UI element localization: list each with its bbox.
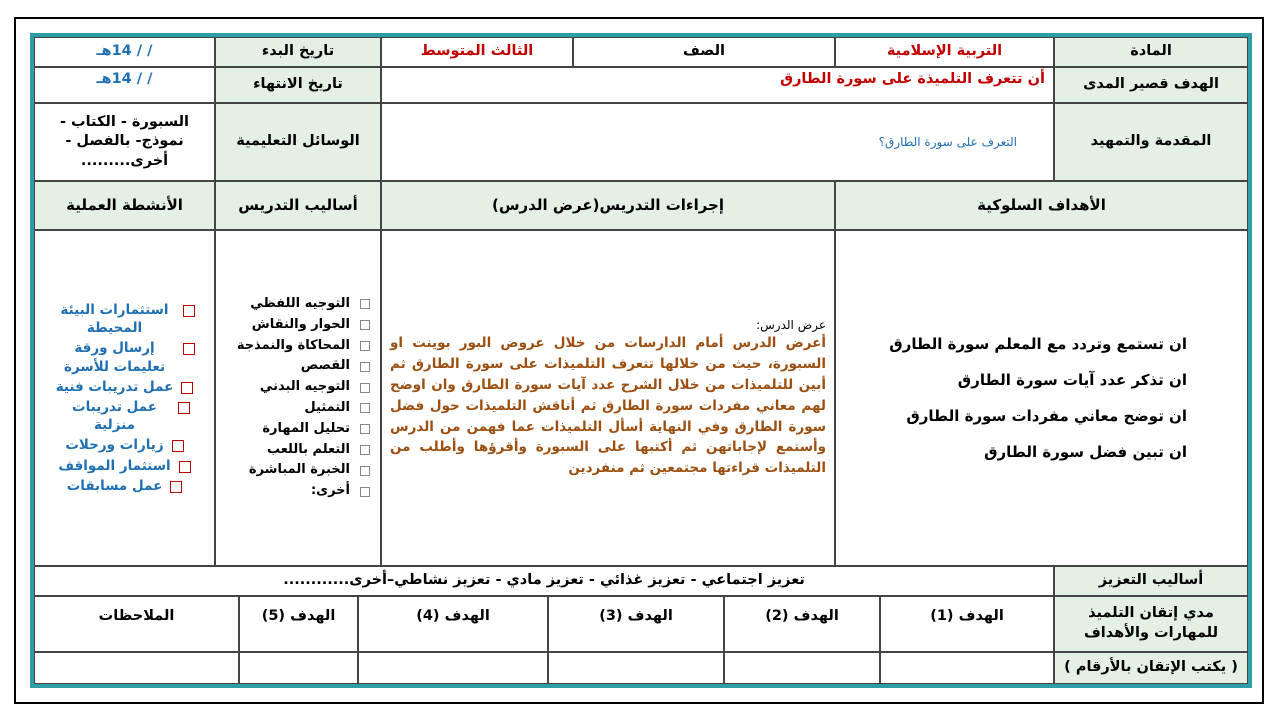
activity-item[interactable] [55, 301, 195, 337]
mastery-label [1054, 596, 1248, 652]
objective-item: ان تبين فضل سورة الطارق [984, 443, 1187, 462]
activity-label: عمل تدريبات منزلية [72, 399, 157, 434]
subject-label-text: المادة [1130, 43, 1172, 60]
objectives-header-text: الأهداف السلوكية [977, 196, 1106, 215]
method-item[interactable] [267, 440, 370, 461]
goal-2-header [724, 596, 880, 652]
methods-header-text: أساليب التدريس [238, 196, 358, 215]
checkbox-icon[interactable] [360, 341, 370, 351]
notes-entry[interactable] [34, 652, 239, 684]
objective-item: ان تستمع وتردد مع المعلم سورة الطارق [889, 334, 1187, 353]
method-label: تحليل المهارة [262, 420, 350, 436]
goal-5-entry[interactable] [239, 652, 358, 684]
activities-header-text: الأنشطة العملية [66, 196, 183, 215]
procedures-text: أعرض الدرس أمام الدارسات من خلال عروض البور بوينت او السبورة، حيث من خلالها تتعرف التلميذات على سورة الطارق ثم أبين للتلميذات من خلال الشرح عدد آيات سورة الطارق وان اوضح لهم معاني مفردات سورة الطارق ثم أناقش التلميذات حول فضل سورة الطارق وفي النهاية أسأل التلميذات عما فهمن من الدرس وأستمع لإجاباتهن ثم أكتبها على السبورة وأقرؤها وأطلب من التلميذات قراءتها مجتمعين ثم منفردين [390, 334, 826, 477]
reinforcement-label [1054, 566, 1248, 596]
activity-item[interactable] [58, 457, 190, 475]
checkbox-icon[interactable] [360, 383, 370, 393]
goal-1-header [880, 596, 1054, 652]
checkbox-icon[interactable] [360, 403, 370, 413]
class-label-text: الصف [683, 43, 725, 60]
goal-1-entry[interactable] [880, 652, 1054, 684]
activity-label: زيارات ورحلات [65, 437, 164, 454]
reinforcement-label-text: أساليب التعزيز [1098, 572, 1204, 589]
procedures-header-text: إجراءات التدريس(عرض الدرس) [491, 196, 725, 215]
checkbox-icon[interactable] [360, 487, 370, 497]
method-item[interactable] [301, 356, 370, 377]
checkbox-icon[interactable] [172, 440, 184, 452]
activity-label: عمل تدريبات فنية [55, 378, 174, 395]
method-label: التعلم باللعب [266, 441, 350, 457]
notes-header [34, 596, 239, 652]
checkbox-icon[interactable] [360, 466, 370, 476]
class-value [381, 37, 573, 67]
notes-label: الملاحظات [98, 608, 175, 624]
method-label: المحاكاة والنمذجة [236, 337, 350, 353]
method-label: التوجيه البدني [259, 379, 350, 395]
end-date-value-text: / / 14هـ [96, 71, 153, 87]
goal-2-label: الهدف (2) [765, 608, 839, 624]
method-item[interactable] [249, 460, 370, 481]
goal-2-entry[interactable] [724, 652, 880, 684]
goal-4-entry[interactable] [358, 652, 548, 684]
short-goal-label [1054, 67, 1248, 103]
checkbox-icon[interactable] [360, 299, 370, 309]
aids-value-text: السبورة - الكتاب - نموذج- بالفصل - أخرى......... [59, 113, 190, 169]
method-label: أخرى: [310, 483, 350, 499]
activities-header [34, 181, 215, 230]
start-date-label-text: تاريخ البدء [261, 43, 335, 60]
checkbox-icon[interactable] [181, 382, 193, 394]
method-label: الحوار والنقاش [251, 316, 350, 332]
start-date-value [34, 37, 215, 67]
procedures-heading: عرض الدرس: [756, 317, 826, 332]
start-date-label [215, 37, 381, 67]
goal-4-header [358, 596, 548, 652]
method-label: التوجيه اللفظي [250, 296, 350, 312]
intro-value-text: التعرف على سورة الطارق؟ [878, 134, 1017, 149]
subject-value-text: التربية الإسلامية [886, 43, 1003, 60]
aids-label-text: الوسائل التعليمية [236, 133, 360, 150]
procedures-body [381, 230, 835, 566]
short-goal-value [381, 67, 1054, 103]
goal-1-label: الهدف (1) [930, 608, 1004, 624]
method-item[interactable] [311, 481, 370, 502]
checkbox-icon[interactable] [360, 445, 370, 455]
end-date-label [215, 67, 381, 103]
methods-list [215, 230, 381, 566]
checkbox-icon[interactable] [170, 481, 182, 493]
aids-label [215, 103, 381, 181]
checkbox-icon[interactable] [360, 362, 370, 372]
method-item[interactable] [262, 419, 370, 440]
objective-item: ان توضح معاني مفردات سورة الطارق [906, 407, 1187, 425]
activity-item[interactable] [65, 436, 183, 454]
activity-label: إرسال ورقة تعليمات للأسرة [63, 340, 166, 375]
activity-item[interactable] [60, 398, 190, 434]
methods-header [215, 181, 381, 230]
method-item[interactable] [252, 315, 370, 336]
subject-label [1054, 37, 1248, 67]
numbers-note [1054, 652, 1248, 684]
goal-5-label: الهدف (5) [261, 608, 336, 624]
activity-label: استثمارات البيئة المحيطة [60, 301, 169, 337]
class-value-text: الثالث المتوسط [420, 43, 534, 60]
objectives-list [835, 230, 1248, 566]
procedures-header [381, 181, 835, 230]
checkbox-icon[interactable] [183, 343, 195, 355]
checkbox-icon[interactable] [178, 402, 190, 414]
method-item[interactable] [304, 398, 370, 419]
checkbox-icon[interactable] [183, 305, 195, 317]
method-item[interactable] [250, 294, 370, 315]
short-goal-label-text: الهدف قصير المدى [1083, 76, 1219, 93]
activity-item[interactable] [56, 378, 194, 396]
checkbox-icon[interactable] [360, 320, 370, 330]
objectives-header [835, 181, 1248, 230]
reinforcement-value [34, 566, 1054, 596]
activity-label: استثمار المواقف [58, 457, 171, 474]
subject-value [835, 37, 1054, 67]
intro-label [1054, 103, 1248, 181]
method-label: القصص [300, 358, 350, 374]
activity-item[interactable] [55, 339, 195, 375]
end-date-value [34, 67, 215, 103]
method-item[interactable] [237, 336, 370, 357]
method-label: الخبرة المباشرة [248, 462, 350, 478]
checkbox-icon[interactable] [360, 424, 370, 434]
goal-3-header [548, 596, 724, 652]
mastery-label-text: مدي إتقان التلميذ للمهارات والأهداف [1083, 605, 1219, 641]
start-date-value-text: / / 14هـ [96, 43, 153, 60]
short-goal-value-text: أن تتعرف التلميذة على سورة الطارق [780, 71, 1045, 87]
activity-label: عمل مسابقات [66, 477, 163, 494]
aids-value [34, 103, 215, 181]
intro-label-text: المقدمة والتمهيد [1090, 133, 1212, 150]
numbers-note-text: ( يكتب الإتقان بالأرقام ) [1064, 659, 1238, 676]
reinforcement-value-text: تعزيز اجتماعي - تعزيز غذائي - تعزيز مادي - تعزيز نشاطي–أخرى............ [283, 572, 805, 589]
objective-item: ان تذكر عدد آيات سورة الطارق [957, 370, 1187, 389]
method-item[interactable] [260, 377, 370, 398]
goal-4-label: الهدف (4) [416, 608, 490, 624]
activity-item[interactable] [67, 477, 183, 495]
goal-5-header [239, 596, 358, 652]
intro-value [381, 103, 1054, 181]
end-date-label-text: تاريخ الانتهاء [253, 76, 343, 93]
method-label: التمثيل [304, 400, 350, 415]
goal-3-label: الهدف (3) [599, 608, 673, 624]
class-label [573, 37, 835, 67]
activities-list [34, 230, 215, 566]
checkbox-icon[interactable] [179, 461, 191, 473]
goal-3-entry[interactable] [548, 652, 724, 684]
